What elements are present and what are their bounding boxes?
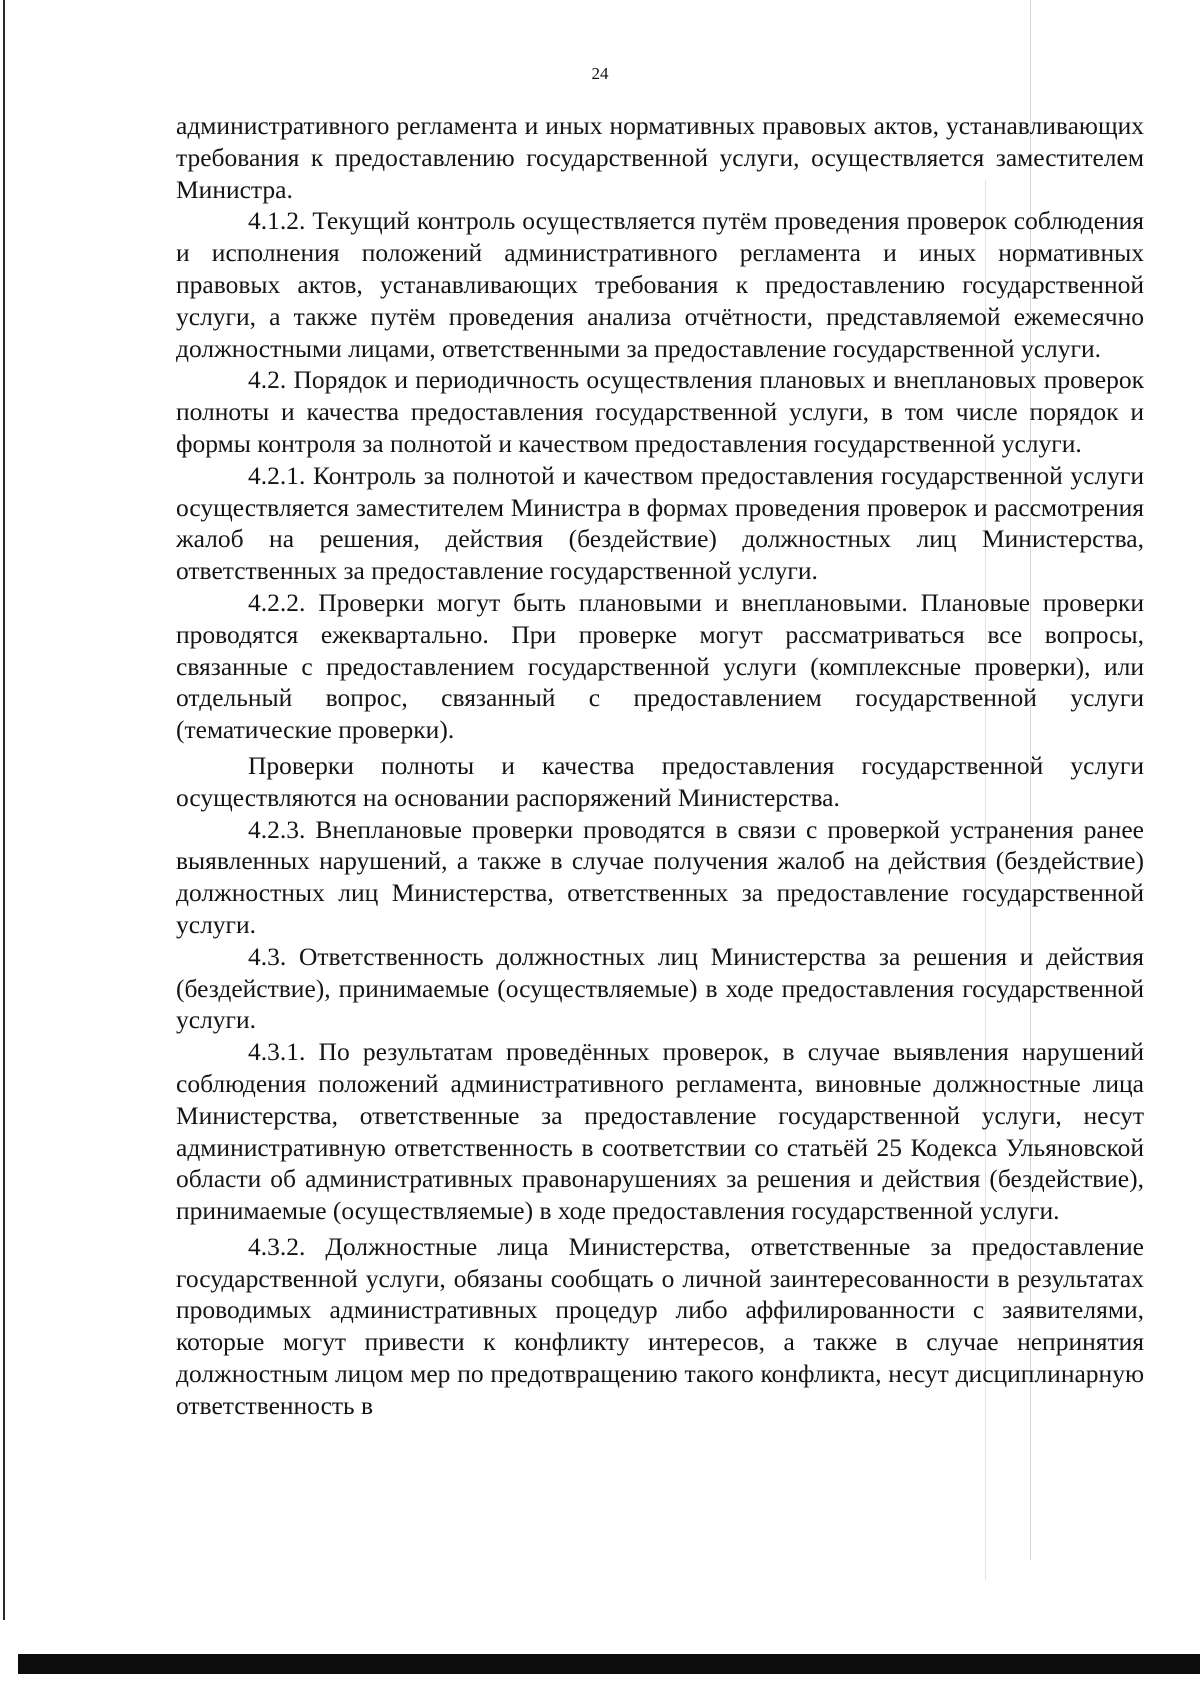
paragraph-4-2-3: 4.2.3. Внеплановые проверки проводятся в связи с проверкой устранения ранее выявленных нарушений, а также в случае получения жалоб на действия (бездействие) должностных лиц Министерства, ответственных за предоставление государственной услуги. <box>176 814 1144 939</box>
paragraph-4-3-1: 4.3.1. По результатам проведённых проверок, в случае выявления нарушений соблюдения положений административного регламента, виновные должностные лица Министерства, ответственные за предоставление государственной услуги, несут административную ответственность в соответствии со статьёй 25 Кодекса Ульяновской области об административных правонарушениях за решения и действия (бездействие), принимаемые (осуществляемые) в ходе предоставления государственной услуги. <box>176 1037 1144 1226</box>
paragraph-4-2-2: 4.2.2. Проверки могут быть плановыми и внеплановыми. Плановые проверки проводятся ежеквартально. При проверке могут рассматриваться все вопросы, связанные с предоставлением государственной услуги (комплексные проверки), или отдельный вопрос, связанный с предоставлением государственной услуги (тематические проверки). <box>176 587 1144 745</box>
page-number: 24 <box>591 64 609 83</box>
scan-bottom-bar <box>18 1654 1200 1674</box>
paragraph-4-1-2: 4.1.2. Текущий контроль осуществляется путём проведения проверок соблюдения и исполнения положений административного регламента и иных нормативных правовых актов, устанавливающих требования к предоставлению государственной услуги, а также путём проведения анализа отчётности, представляемой ежемесячно должностными лицами, ответственными за предоставление государственной услуги. <box>176 206 1144 363</box>
paragraph-4-3-2: 4.3.2. Должностные лица Министерства, ответственные за предоставление государственной услуги, обязаны сообщать о личной заинтересованности в результатах проводимых административных процедур либо аффилированности с заявителями, которые могут привести к конфликту интересов, а также в случае непринятия должностным лицом мер по предотвращению такого конфликта, несут дисциплинарную ответственность в <box>176 1231 1144 1420</box>
paragraph-4-3: 4.3. Ответственность должностных лиц Министерства за решения и действия (бездействие), принимаемые (осуществляемые) в ходе предоставления государственной услуги. <box>176 941 1144 1035</box>
scan-left-edge <box>3 0 5 1620</box>
paragraph-4-2-1: 4.2.1. Контроль за полнотой и качеством предоставления государственной услуги осуществляется заместителем Министра в формах проведения проверок и рассмотрения жалоб на решения, действия (бездействие) должностных лиц Министерства, ответственных за предоставление государственной услуги. <box>176 460 1144 586</box>
paragraph-continuation: административного регламента и иных нормативных правовых актов, устанавливающих требования к предоставлению государственной услуги, осуществляется заместителем Министра. <box>176 111 1144 204</box>
paragraph-inspections-basis: Проверки полноты и качества предоставления государственной услуги осуществляются на основании распоряжений Министерства. <box>176 750 1144 812</box>
document-body <box>176 110 1144 1422</box>
paragraph-4-2: 4.2. Порядок и периодичность осуществления плановых и внеплановых проверок полноты и качества предоставления государственной услуги, в том числе порядок и формы контроля за полнотой и качеством предоставления государственной услуги. <box>176 365 1144 458</box>
